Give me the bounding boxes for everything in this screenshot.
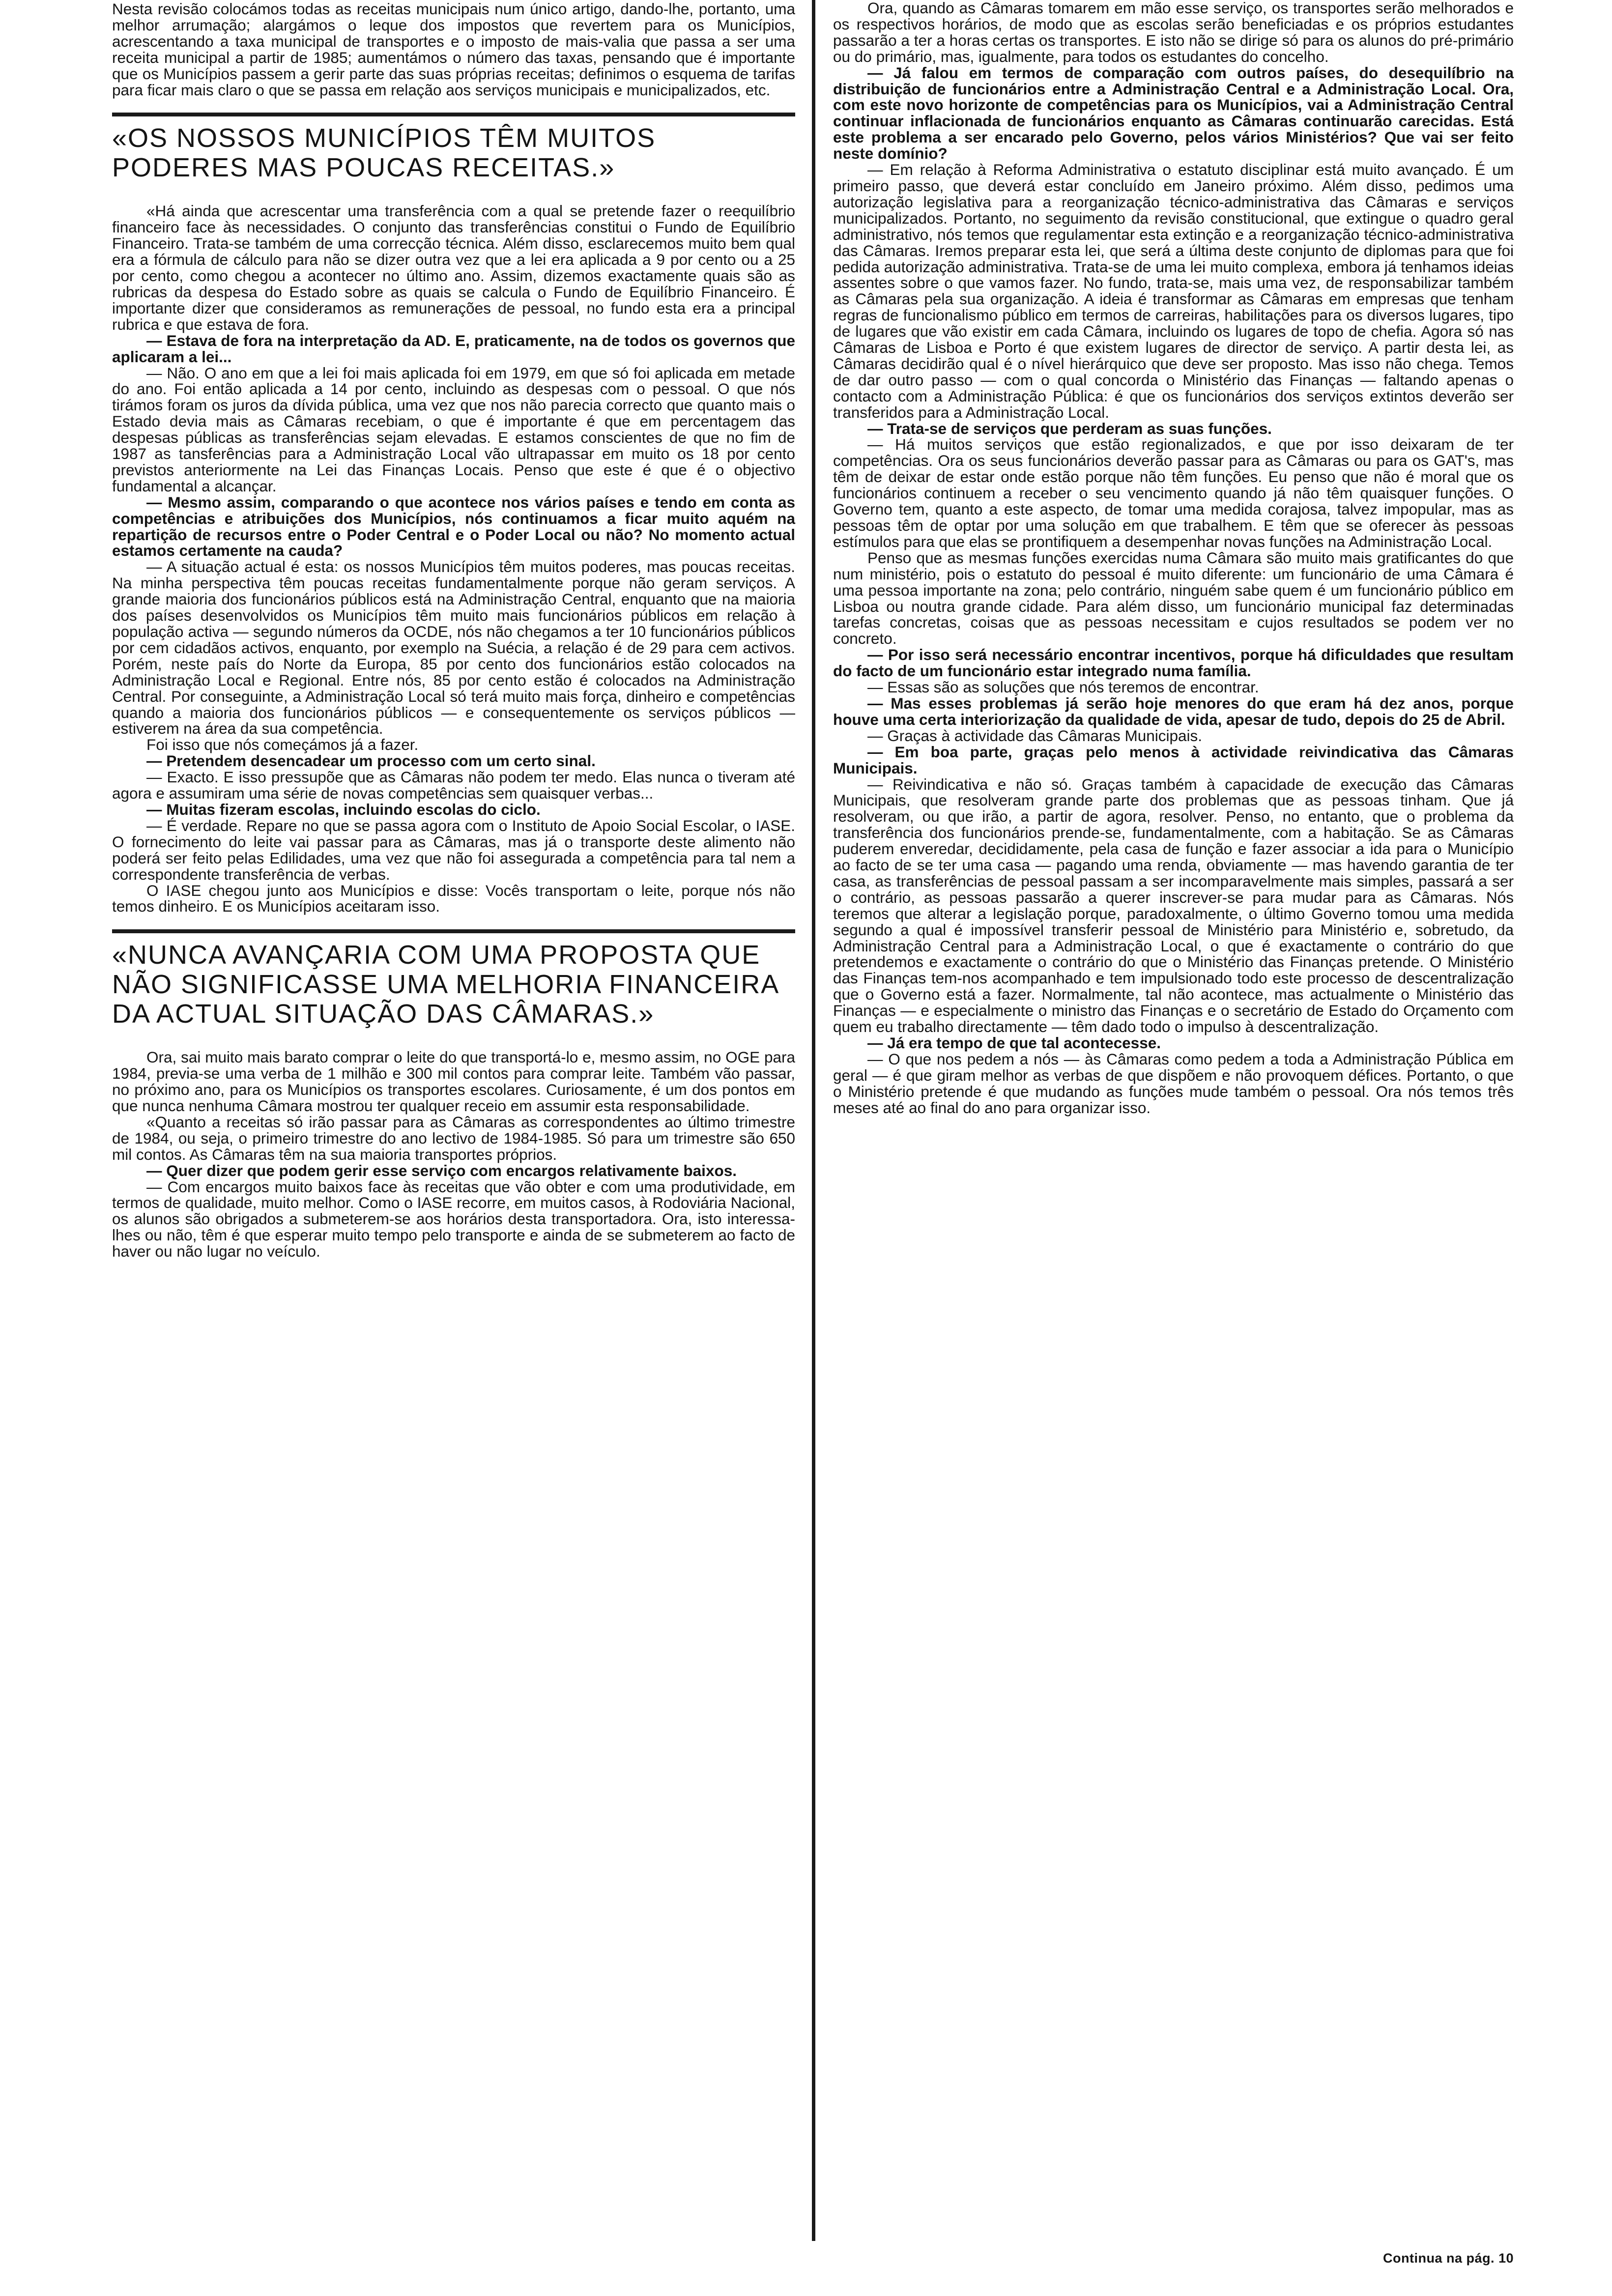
body-paragraph: — Há muitos serviços que estão regionalizados, e que por isso deixaram de ter competências. Ora os seus funcionários deverão passar para as Câmaras ou para os GAT's, mas têm de deixar de estar onde estão porque não têm funções. Eu penso que não é moral que os funcionários continuem a receber o seu vencimento quando já não têm quaisquer funções. O Governo tem, quanto a este aspecto, de tomar uma medida corajosa, talvez impopular, mas as pessoas têm de optar por uma solução em que trabalhem. E têm que se oferecer às pessoas estímulos para que elas se prontifiquem a desempenhar novas funções na Administração Local. [833, 435, 1514, 550]
right-paragraphs [833, 0, 1514, 1116]
headline-1: «OS NOSSOS MUNICÍPIOS TÊM MUITOS PODERES MAS POUCAS RECEITAS.» [112, 123, 656, 183]
question-paragraph: — Pretendem desencadear um processo com um certo sinal. [146, 752, 596, 770]
headline-box-1 [112, 113, 795, 190]
question-paragraph: — Mas esses problemas já serão hoje menores do que eram há dez anos, porque houve uma certa interiorização da qualidade de vida, apesar de tudo, depois do 25 de Abril. [833, 694, 1514, 728]
body-paragraph: «Há ainda que acrescentar uma transferência com a qual se pretende fazer o reequilíbrio financeiro face às necessidades. O conjunto das transferências constitui o Fundo de Equilíbrio Financeiro. Trata-se também de uma correcção técnica. Além disso, esclarecemos muito bem qual era a fórmula de cálculo para não se dizer outra vez que a lei era aplicada a 9 por cento ou a 25 por cento, como chegou a acontecer no último ano. Assim, dizemos exactamente quais são as rubricas da despesa do Estado sobre as quais se calcula o Fundo de Equilíbrio Financeiro. É importante dizer que consideramos as remunerações de pessoal, no fundo esta era a principal rubrica e que estava de fora. [112, 202, 795, 333]
left-paragraphs-1 [112, 203, 795, 915]
body-paragraph: — Graças à actividade das Câmaras Municipais. [867, 726, 1203, 745]
body-paragraph: Ora, quando as Câmaras tomarem em mão esse serviço, os transportes serão melhorados e os respectivos horários, de modo que as escolas serão beneficiadas e os próprios estudantes passarão a ter a horas certas os transportes. E isto não se dirige só para os alunos do pré-primário ou do primário, mas, igualmente, para todos os estudantes do concelho. [833, 0, 1514, 65]
body-paragraph: — Com encargos muito baixos face às receitas que vão obter e com uma produtividade, em termos de qualidade, muito melhor. Como o IASE recorre, em muitos casos, à Rodoviária Nacional, os alunos são obrigados a submeterem-se aos horários desta transportadora. Ora, isto interessa-lhes ou não, têm é que esperar muito tempo pelo transporte e ainda de se submeterem ao facto de haver ou não lugar no veículo. [112, 1177, 795, 1261]
question-paragraph: — Quer dizer que podem gerir esse serviço com encargos relativamente baixos. [146, 1161, 737, 1179]
body-paragraph: Penso que as mesmas funções exercidas numa Câmara são muito mais gratificantes do que num ministério, pois o estatuto do pessoal é muito diferente: um funcionário de uma Câmara é uma pessoa importante na zona; pelo contrário, ninguém sabe quem é um funcionário público em Lisboa ou noutra grande cidade. Para além disso, um funcionário municipal faz determinadas tarefas concretas, coisas que as pessoas necessitam e cujos resultados se podem ver no concreto. [833, 548, 1514, 648]
question-paragraph: — Mesmo assim, comparando o que acontece nos vários países e tendo em conta as competências e atribuições dos Municípios, nós continuamos a ficar muito aquém na repartição de recursos entre o Poder Central e o Poder Local ou não? No momento actual estamos certamente na cauda? [112, 493, 795, 560]
body-paragraph: — Em relação à Reforma Administrativa o estatuto disciplinar está muito avançado. É um primeiro passo, que deverá estar concluído em Janeiro próximo. Além disso, pedimos uma autorização legislativa para a reorganização técnico-administrativa das Câmaras e serviços municipalizados. Portanto, no seguimento da revisão constitucional, que extingue o quadro geral administrativo, nós temos que regulamentar esta extinção e a reorganização técnico-administrativa das Câmaras. Iremos preparar esta lei, que será a última deste conjunto de diplomas para que foi pedida autorização administrativa. Trata-se de uma lei muito complexa, embora já tenhamos ideias assentes sobre o que vamos fazer. No fundo, trata-se, mais uma vez, de responsabilizar também as Câmaras pela sua organização. A ideia é transformar as Câmaras em empresas que tenham regras de funcionalismo público em termos de carreiras, habilitações para os diversos lugares, tipo de lugares que vão existir em cada Câmara, incluindo os lugares de topo de chefia. Agora só nas Câmaras de Lisboa e Porto é que existem lugares de director de serviço. A partir desta lei, as Câmaras decidirão qual é o nível hierárquico que deve ser proposto. Mas isso não chega. Temos de dar outro passo — com o qual concorda o Ministério das Finanças — faltando apenas o contacto com a Administração Pública: é que os funcionários dos serviços extintos deverão ser transferidos para a Administração Local. [833, 161, 1514, 421]
question-paragraph: — Por isso será necessário encontrar incentivos, porque há dificuldades que resultam do facto de um funcionário estar integrado numa família. [833, 646, 1514, 680]
question-paragraph: — Trata-se de serviços que perderam as suas funções. [867, 419, 1272, 437]
body-paragraph: — Reivindicativa e não só. Graças também à capacidade de execução das Câmaras Municipais, que resolveram grande parte dos problemas que as pessoas tinham. Que já resolveram, ou que irão, a partir de agora, resolver. Penso, no entanto, que o problema da transferência dos funcionários prende-se, fundamentalmente, com a habitação. Se as Câmaras puderem enveredar, decididamente, pela casa de função e fazer associar a ida para o Município ao facto de se ter uma casa — pagando uma renda, obviamente — mas havendo garantia de ter casa, as transferências de pessoal passam a ser incomparavelmente mais simples, passará a ser o contrário, as pessoas passarão a querer inscrever-se para mudar para as Câmaras. Nós teremos que alterar a legislação porque, paradoxalmente, o último Governo tomou uma medida segundo a qual é impossível transferir pessoal de Ministério para Ministério e, sobretudo, da Administração Central para a Administração Local, o que é exactamente o contrário do que pretendemos e exactamente o contrário do que o Ministério das Finanças pretende. O Ministério das Finanças tem-nos acompanhado e tem impulsionado todo este processo de descentralização que o Governo está a fazer. Normalmente, tal não acontece, mas actualmente o Ministério das Finanças — e especialmente o ministro das Finanças e o secretário de Estado do Orçamento com quem eu trabalho directamente — têm dado todo o impulso à descentralização. [833, 775, 1514, 1036]
headline-2: «NUNCA AVANÇARIA COM UMA PROPOSTA QUE NÃO SIGNIFICASSE UMA MELHORIA FINANCEIRA DA ACTUAL SITUAÇÃO DAS CÂMARAS.» [112, 940, 778, 1029]
body-paragraph: «Quanto a receitas só irão passar para as Câmaras as correspondentes ao último trimestre de 1984, ou seja, o primeiro trimestre do ano lectivo de 1984-1985. Só para um trimestre são 650 mil contos. As Câmaras têm na sua maioria transportes próprios. [112, 1113, 795, 1163]
question-paragraph: — Em boa parte, graças pelo menos à actividade reivindicativa das Câmaras Municipais. [833, 743, 1514, 777]
body-paragraph: — Exacto. E isso pressupõe que as Câmaras não podem ter medo. Elas nunca o tiveram até agora e assumiram uma série de novas competências sem quaisquer verbas... [112, 768, 795, 803]
headline-box-2 [112, 929, 795, 1036]
right-column [833, 0, 1514, 1116]
continuation-note: Continua na pág. 10 [1382, 2251, 1514, 2266]
left-column [112, 0, 795, 1260]
left-paragraphs-2 [112, 1049, 795, 1260]
question-paragraph: — Já falou em termos de comparação com outros países, do desequilíbrio na distribuição de funcionários entre a Administração Central e a Administração Local. Ora, com este novo horizonte de competências para os Municípios, vai a Administração Central continuar inflacionada de funcionários enquanto as Câmaras continuarão carecidas. Está este problema a ser encarado pelo Governo, pelos vários Ministérios? Que vai ser feito neste domínio? [833, 63, 1514, 163]
intro-paragraph: Nesta revisão colocámos todas as receitas municipais num único artigo, dando-lhe, portanto, uma melhor arrumação; alargámos o leque dos impostos que revertem para os Municípios, acrescentando a taxa municipal de transportes e o imposto de mais-valia que passa a ser uma receita municipal a partir de 1985; aumentámos o número das taxas, pensando que é importante que os Municípios passem a gerir parte das suas próprias receitas; definimos o esquema de tarifas para ficar mais claro o que se passa em relação aos serviços municipais e municipalizados, etc. [112, 0, 795, 99]
body-paragraph: — Não. O ano em que a lei foi mais aplicada foi em 1979, em que só foi aplicada em metade do ano. Foi então aplicada a 14 por cento, incluindo as despesas com o pessoal. O que nós tirámos foram os juros da dívida pública, uma vez que nos não parecia correcto que quanto mais o Estado devia mais as Câmaras recebiam, o que é importante é que em percentagem das despesas públicas as transferências sejam elevadas. E estamos conscientes de que no fim de 1987 as tansferências para a Administração Local vão ultrapassar em muito os 18 por cento previstos anteriormente na Lei das Finanças Locais. Penso que este é que é o objectivo fundamental a alcançar. [112, 364, 795, 495]
question-paragraph: — Muitas fizeram escolas, incluindo escolas do ciclo. [146, 800, 541, 818]
body-paragraph: O IASE chegou junto aos Municípios e disse: Vocês transportam o leite, porque nós não temos dinheiro. E os Municípios aceitaram isso. [112, 881, 795, 916]
body-paragraph: — A situação actual é esta: os nossos Municípios têm muitos poderes, mas poucas receitas. Na minha perspectiva têm poucas receitas fundamentalmente porque não geram serviços. A grande maioria dos funcionários públicos está na Administração Central, enquanto que na maioria dos países desenvolvidos os Municípios têm muito mais funcionários públicos em relação à população activa — segundo números da OCDE, nós não chegamos a ter 10 funcionários públicos por cem cidadãos activos, enquanto, por exemplo na Suécia, a relação é de 29 para cem activos. Porém, neste país do Norte da Europa, 85 por cento dos funcionários estão colocados na Administração Local e Regional. Entre nós, 85 por cento estão é colocados na Administração Central. Por conseguinte, a Administração Local só terá muito mais força, dinheiro e competências quando a maioria dos funcionários públicos — e consequentemente os serviços públicos — estiverem na área da sua competência. [112, 558, 795, 738]
body-paragraph: Ora, sai muito mais barato comprar o leite do que transportá-lo e, mesmo assim, no OGE para 1984, previa-se uma verba de 1 milhão e 300 mil contos para comprar leite. Também vão passar, no próximo ano, para os Municípios os transportes escolares. Curiosamente, é um dos pontos em que nunca nenhuma Câmara mostrou ter qualquer receio em assumir esta responsabilidade. [112, 1048, 795, 1115]
body-paragraph: Foi isso que nós começámos já a fazer. [146, 736, 419, 754]
body-paragraph: — Essas são as soluções que nós teremos de encontrar. [867, 678, 1259, 696]
body-paragraph: — O que nos pedem a nós — às Câmaras como pedem a toda a Administração Pública em geral — é que giram melhor as verbas de que dispõem e não provoquem défices. Portanto, o que o Ministério pretende é que mudando as funções mude também o pessoal. Ora nós temos três meses até ao final do ano para organizar isso. [833, 1050, 1514, 1117]
question-paragraph: — Já era tempo de que tal acontecesse. [867, 1034, 1161, 1052]
body-paragraph: — É verdade. Repare no que se passa agora com o Instituto de Apoio Social Escolar, o IASE. O fornecimento do leite vai passar para as Câmaras, mas já o transporte deste alimento não poderá ser feito pelas Edilidades, uma vez que não foi assegurada a competência para tal nem a correspondente transferência de verbas. [112, 816, 795, 883]
column-divider [812, 0, 815, 2241]
question-paragraph: — Estava de fora na interpretação da AD. E, praticamente, na de todos os governos que aplicaram a lei... [112, 331, 795, 366]
